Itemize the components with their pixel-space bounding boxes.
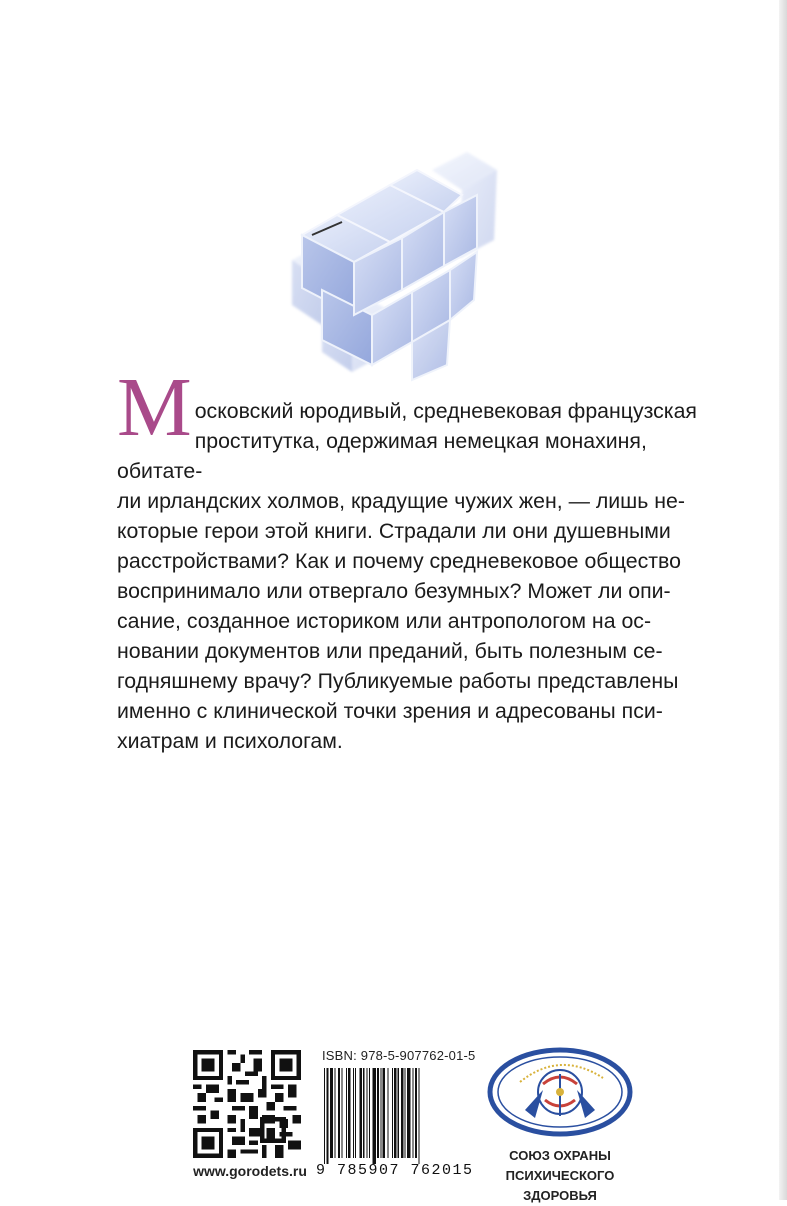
drop-cap: М — [117, 361, 192, 454]
barcode-bar — [418, 1068, 419, 1164]
barcode-bar — [369, 1068, 370, 1158]
blurb-line: новании документов или преданий, быть полезным се- — [117, 639, 663, 663]
isbn-label: ISBN: 978-5-907762-01-5 — [322, 1048, 476, 1063]
barcode-bar — [355, 1068, 356, 1158]
barcode-bar — [380, 1068, 381, 1158]
barcode-bar — [324, 1068, 325, 1164]
qr-code-icon — [193, 1050, 301, 1158]
organization-name-line2: ПСИХИЧЕСКОГО ЗДОРОВЬЯ — [505, 1168, 615, 1203]
blurb-line: расстройствами? Как и почему средневековое общество — [117, 549, 681, 573]
barcode-bar — [346, 1068, 347, 1158]
barcode-bar — [360, 1068, 362, 1158]
barcode-bar — [338, 1068, 340, 1158]
barcode-bar — [413, 1068, 414, 1158]
barcode-bar — [330, 1068, 333, 1158]
blurb-line: которые герои этой книги. Страдали ли они душевными — [117, 519, 671, 543]
barcode-bar — [398, 1068, 399, 1158]
barcode-bar — [341, 1068, 342, 1158]
barcode-bar — [353, 1068, 354, 1158]
blurb-line: годняшнему врачу? Публикуемые работы представлены — [117, 669, 679, 693]
blurb-line: хиатрам и психологам. — [117, 729, 343, 753]
blurb-line: воспринимало или отвергало безумных? Может ли опи- — [117, 579, 671, 603]
blurb-line: ли ирландских холмов, крадущие чужих жен, — лишь не- — [117, 489, 685, 513]
barcode-bar — [363, 1068, 364, 1158]
website-url: www.gorodets.ru — [193, 1163, 307, 1179]
barcode-icon — [320, 1068, 465, 1164]
blurb-line: осковский юродивый, средневековая французская — [194, 399, 697, 423]
barcode-bar — [326, 1068, 328, 1164]
barcode-bar — [415, 1068, 417, 1158]
qr-code — [193, 1050, 301, 1158]
blurb-line: сание, созданное историком или антропологом на ос- — [117, 609, 652, 633]
blurb-line: проститутка, одержимая немецкая монахиня, обитате- — [117, 429, 647, 483]
blurb-text — [117, 361, 737, 756]
cube-icon — [262, 140, 512, 390]
barcode-bar — [405, 1068, 406, 1158]
page-edge — [779, 0, 787, 1200]
barcode-bar — [348, 1068, 350, 1158]
barcode-bar — [407, 1068, 410, 1158]
barcode-digits: 9 785907 762015 — [316, 1162, 474, 1179]
barcode — [320, 1068, 465, 1164]
barcode-bar — [377, 1068, 379, 1158]
blurb-line: именно с клинической точки зрения и адресованы пси- — [117, 699, 663, 723]
barcode-bar — [367, 1068, 368, 1158]
barcode-bar — [392, 1068, 393, 1158]
mental-health-union-logo-icon — [485, 1040, 635, 1140]
organization-name-line1: СОЮЗ ОХРАНЫ — [509, 1148, 611, 1163]
barcode-bar — [334, 1068, 335, 1158]
organization-name — [470, 1146, 650, 1206]
barcode-bar — [401, 1068, 403, 1158]
barcode-bar — [372, 1068, 375, 1164]
barcode-bar — [383, 1068, 385, 1158]
barcode-bar — [394, 1068, 396, 1158]
barcode-bar — [387, 1068, 388, 1158]
organization-logo — [485, 1040, 635, 1140]
cube-illustration — [262, 140, 512, 390]
